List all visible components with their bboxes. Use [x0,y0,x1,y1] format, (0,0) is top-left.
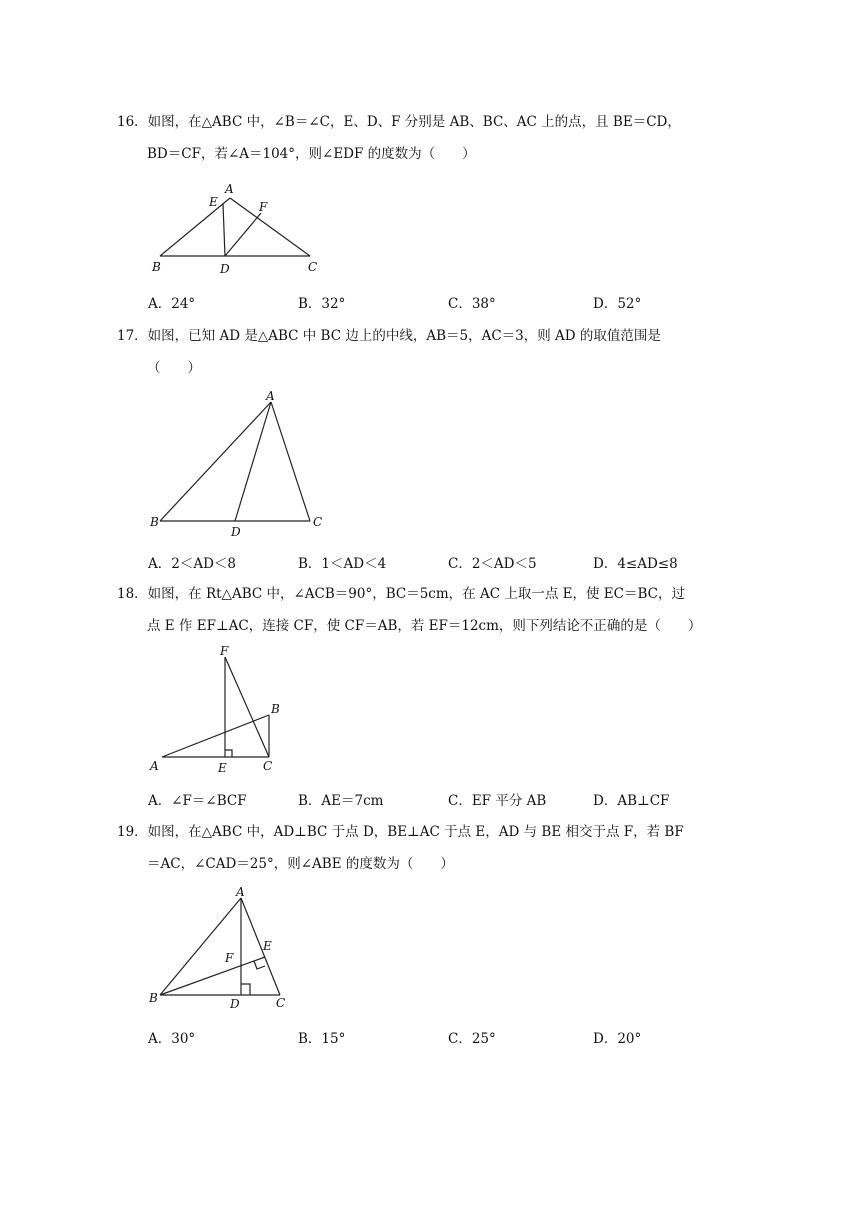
label-c: C [263,759,273,773]
option-c[interactable]: C．EF 平分 AB [448,793,547,809]
option-b[interactable]: B．1＜AD＜4 [298,556,387,572]
question-19-text [117,816,737,880]
triangle-19-diagram [145,883,305,1018]
label-f: F [220,644,229,658]
median-ad [235,402,271,521]
label-b: B [150,515,159,529]
label-b: B [152,260,161,274]
question-16-figure [145,178,335,278]
question-17-figure [145,388,345,538]
option-d[interactable]: D．20° [593,1031,642,1047]
label-d: D [220,262,230,276]
question-19-options [148,1027,748,1047]
label-a: A [266,389,275,403]
triangle-16-diagram [145,178,335,278]
option-a[interactable]: A．24° [148,296,196,312]
question-17-line-1: 17．如图，已知 AD 是△ABC 中 BC 边上的中线，AB＝5，AC＝3，则 AD 的取值范围是 [117,328,661,344]
option-a[interactable]: A．∠F＝∠BCF [148,793,247,809]
question-16-options [148,292,748,312]
option-a[interactable]: A．2＜AD＜8 [148,556,237,572]
question-16-line-1: 16．如图，在△ABC 中，∠B＝∠C，E、D、F 分别是 AB、BC、AC 上的点，且 BE＝CD， [117,114,681,130]
right-angle-mark-e [225,750,232,757]
question-18-options [148,789,748,809]
option-c[interactable]: C．38° [448,296,496,312]
label-c: C [276,996,286,1010]
question-16-line-2: BD＝CF，若∠A＝104°，则∠EDF 的度数为（ ） [147,146,476,162]
question-18-line-2: 点 E 作 EF⊥AC，连接 CF，使 CF＝AB，若 EF＝12cm，则下列结论不正确的是（ ） [147,618,702,634]
side-ab [160,198,230,256]
label-b: B [271,702,280,716]
question-17-options [148,552,748,572]
segment-df [225,213,261,256]
side-ab [160,402,271,521]
label-a: A [236,885,245,899]
question-16-text [117,106,737,170]
option-c[interactable]: C．2＜AD＜5 [448,556,537,572]
option-b[interactable]: B．AE＝7cm [298,793,384,809]
option-d[interactable]: D．52° [593,296,642,312]
question-19-line-1: 19．如图，在△ABC 中，AD⊥BC 于点 D，BE⊥AC 于点 E，AD 与 BE 相交于点 F，若 BF [117,824,684,840]
label-a: A [225,182,234,196]
option-b[interactable]: B．15° [298,1031,346,1047]
side-ac [271,402,310,521]
label-e: E [218,761,227,775]
label-c: C [313,515,323,529]
question-18-text [117,578,737,642]
option-d[interactable]: D．4≤AD≤8 [593,556,678,572]
label-b: B [149,991,158,1005]
label-e: E [209,195,218,209]
label-d: D [231,525,241,539]
label-e: E [263,939,272,953]
label-c: C [308,260,318,274]
label-a: A [150,759,159,773]
right-angle-mark-d [241,984,250,995]
option-d[interactable]: D．AB⊥CF [593,793,670,809]
triangle-18-diagram [145,643,295,778]
side-ac [230,198,310,256]
question-18-figure [145,643,295,778]
question-17-text [117,320,737,384]
option-b[interactable]: B．32° [298,296,346,312]
triangle-17-diagram [145,388,345,538]
segment-cf [225,657,269,757]
question-19-line-2: ＝AC，∠CAD＝25°，则∠ABE 的度数为（ ） [147,856,454,872]
label-f: F [259,200,268,214]
option-c[interactable]: C．25° [448,1031,496,1047]
label-d: D [230,997,240,1011]
question-17-line-2: （ ） [147,360,201,376]
question-18-line-1: 18．如图，在 Rt△ABC 中，∠ACB＝90°，BC＝5cm，在 AC 上取一点 E，使 EC＝BC，过 [117,586,685,602]
label-f: F [225,951,234,965]
segment-ed [223,204,225,256]
question-19-figure [145,883,305,1018]
right-angle-mark-e [254,961,265,969]
side-ac [241,898,280,995]
option-a[interactable]: A．30° [148,1031,196,1047]
